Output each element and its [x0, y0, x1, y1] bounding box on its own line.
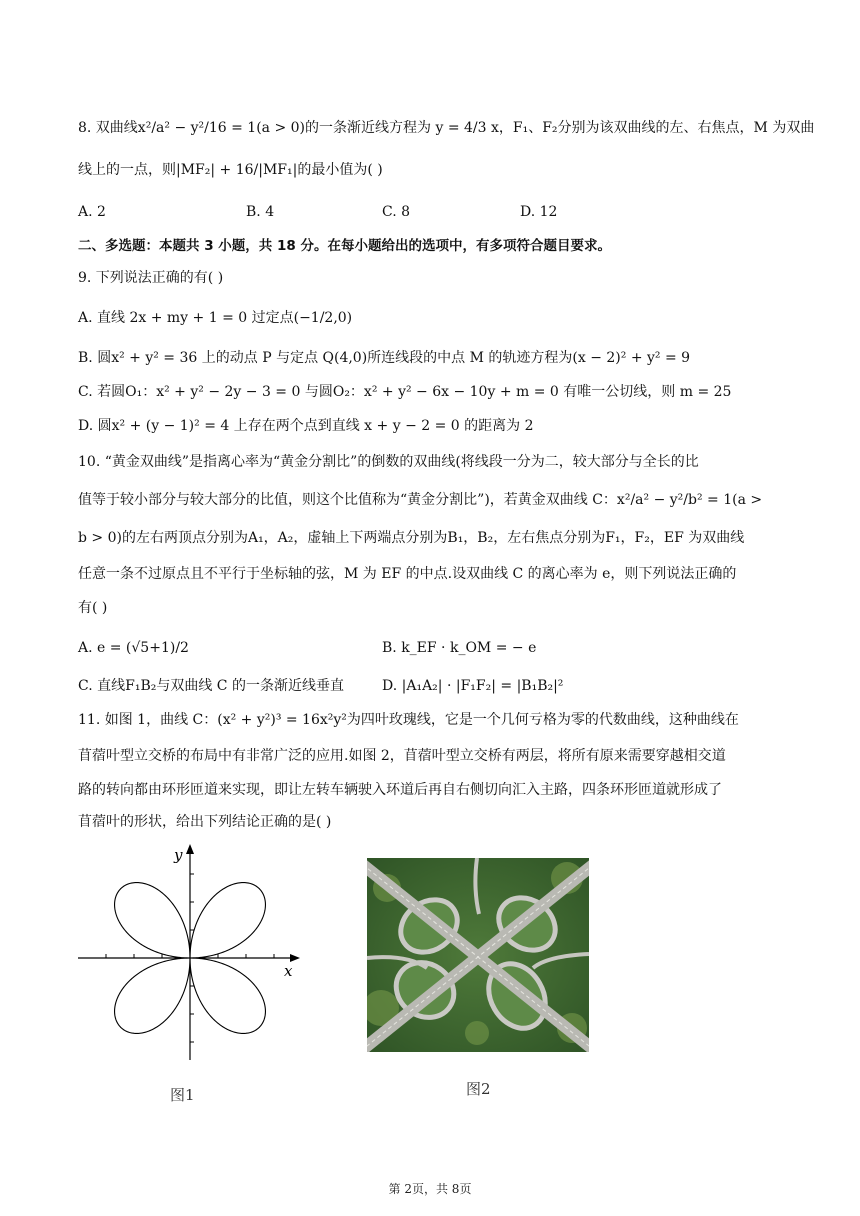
q10-line2: 值等于较小部分与较大部分的比值，则这个比值称为“黄金分割比”)，若黄金双曲线 C：x²/a² − y²/b² = 1(a >	[78, 492, 763, 508]
q8-option-b: B. 4	[246, 204, 275, 220]
q8-option-c: C. 8	[382, 204, 411, 220]
q8-option-d: D. 12	[520, 204, 558, 220]
q10-line3: b > 0)的左右两顶点分别为A₁，A₂，虚轴上下两端点分别为B₁，B₂，左右焦点分别为F₁，F₂，EF 为双曲线	[78, 530, 745, 546]
q10-line5: 有( )	[78, 600, 108, 616]
q10-option-b: B. k_EF · k_OM = − e	[382, 640, 537, 656]
y-axis-label: y	[174, 846, 183, 864]
q11-line4: 苜蓿叶的形状，给出下列结论正确的是( )	[78, 814, 332, 830]
section-heading-multi-choice: 二、多选题：本题共 3 小题，共 18 分。在每小题给出的选项中，有多项符合题目要求。	[78, 238, 611, 254]
q8-option-a: A. 2	[78, 204, 106, 220]
x-axis-label: x	[284, 962, 293, 980]
figure2-caption: 图2	[466, 1080, 491, 1098]
q9-option-d: D. 圆x² + (y − 1)² = 4 上存在两个点到直线 x + y − 2 = 0 的距离为 2	[78, 418, 534, 434]
q11-line2: 苜蓿叶型立交桥的布局中有非常广泛的应用.如图 2，苜蓿叶型立交桥有两层，将所有原来需要穿越相交道	[78, 748, 726, 764]
q8-line2: 线上的一点，则|MF₂| + 16/|MF₁|的最小值为( )	[78, 162, 383, 178]
q10-line1: 10. “黄金双曲线”是指离心率为“黄金分割比”的倒数的双曲线(将线段一分为二，较大部分与全长的比	[78, 454, 699, 470]
q11-line1: 11. 如图 1，曲线 C：(x² + y²)³ = 16x²y²为四叶玫瑰线，它是一个几何亏格为零的代数曲线，这种曲线在	[78, 712, 739, 728]
q10-line4: 任意一条不过原点且不平行于坐标轴的弦，M 为 EF 的中点.设双曲线 C 的离心率为 e，则下列说法正确的	[78, 566, 737, 582]
q11-line3: 路的转向都由环形匝道来实现，即让左转车辆驶入环道后再自右侧切向汇入主路，四条环形匝道就形成了	[78, 782, 722, 798]
q9-option-b: B. 圆x² + y² = 36 上的动点 P 与定点 Q(4,0)所连线段的中点 M 的轨迹方程为(x − 2)² + y² = 9	[78, 350, 691, 366]
cloverleaf-interchange-photo	[367, 858, 589, 1052]
figure1-caption: 图1	[170, 1086, 195, 1104]
q9-option-a: A. 直线 2x + my + 1 = 0 过定点(−1/2,0)	[78, 310, 353, 326]
y-axis-arrow	[186, 844, 194, 854]
four-leaf-rose-figure	[78, 842, 308, 1062]
q10-option-c: C. 直线F₁B₂与双曲线 C 的一条渐近线垂直	[78, 678, 344, 694]
x-axis-arrow	[290, 954, 300, 962]
page-footer: 第 2页，共 8页	[388, 1182, 472, 1196]
q10-option-a: A. e = (√5+1)/2	[78, 640, 189, 656]
q9-stem: 9. 下列说法正确的有( )	[78, 270, 224, 286]
q10-option-d: D. |A₁A₂| · |F₁F₂| = |B₁B₂|²	[382, 678, 564, 694]
q8-line1: 8. 双曲线x²/a² − y²/16 = 1(a > 0)的一条渐近线方程为 y = 4/3 x，F₁、F₂分别为该双曲线的左、右焦点，M 为双曲	[78, 120, 815, 136]
q9-option-c: C. 若圆O₁：x² + y² − 2y − 3 = 0 与圆O₂：x² + y² − 6x − 10y + m = 0 有唯一公切线，则 m = 25	[78, 384, 732, 400]
